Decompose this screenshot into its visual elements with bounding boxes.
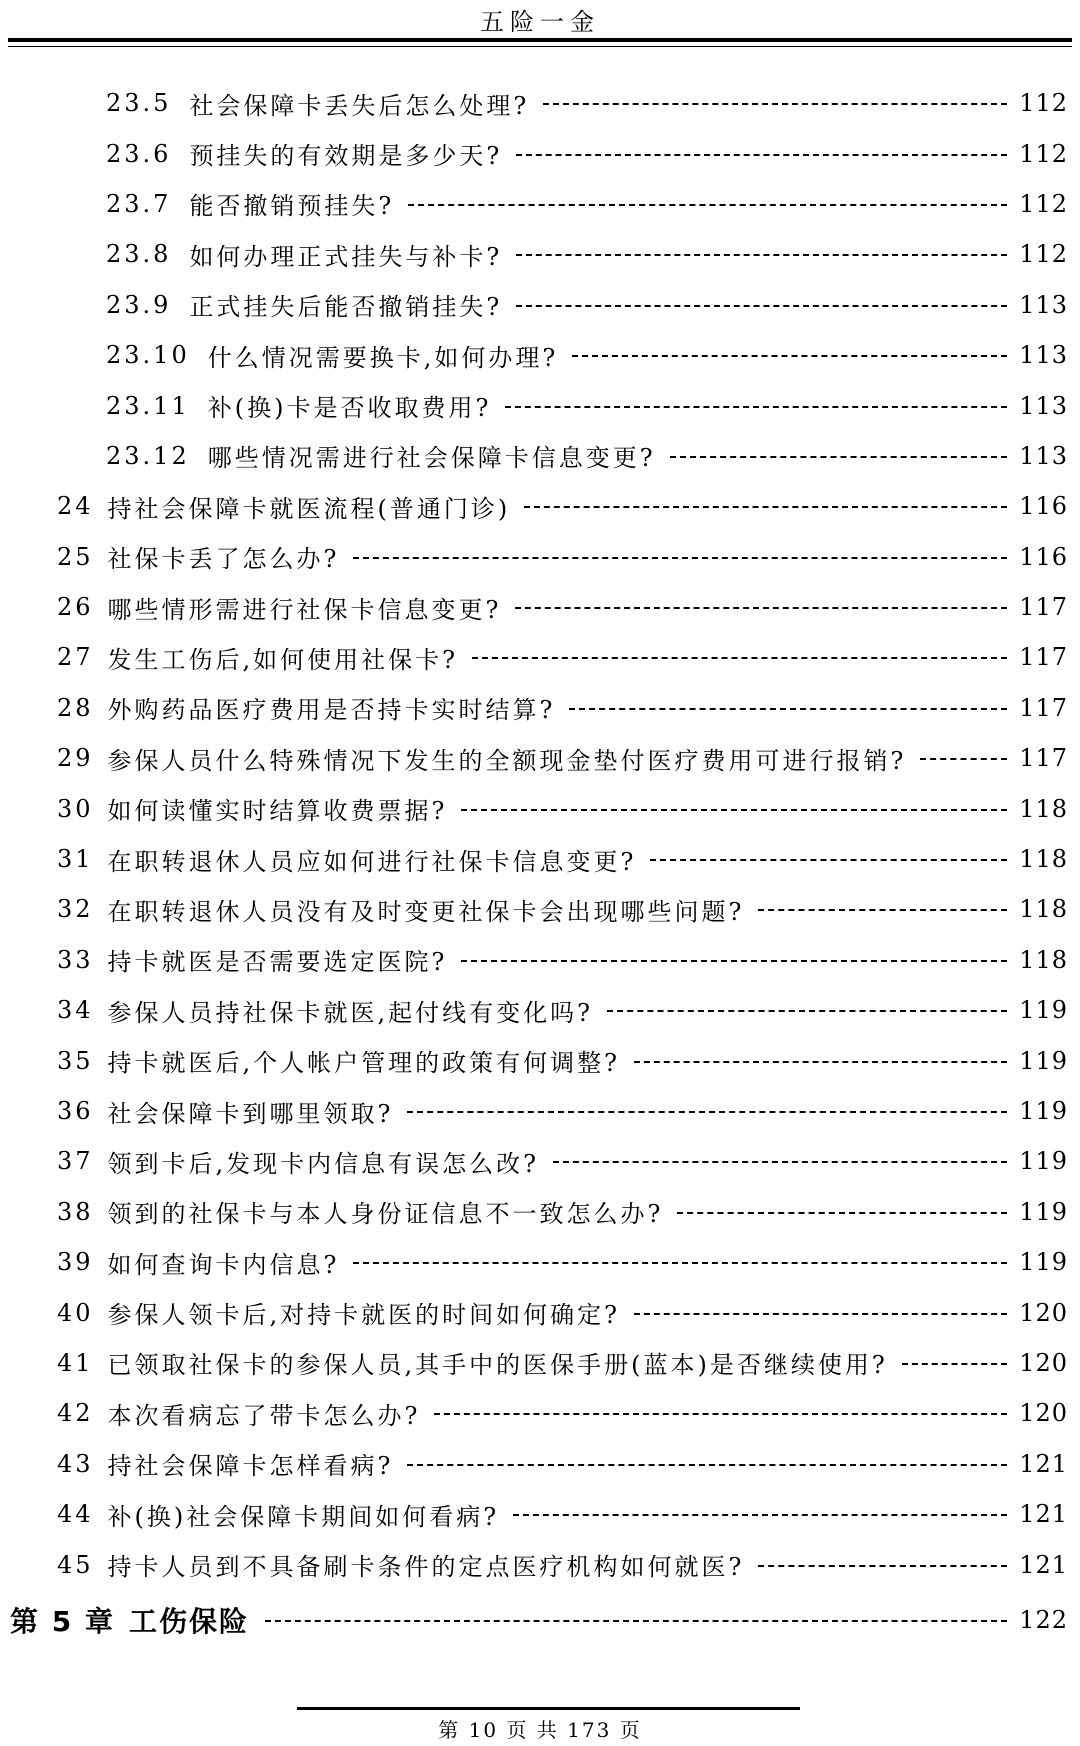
toc-entry-title: 哪些情况需进行社会保障卡信息变更? — [207, 444, 656, 473]
toc-entry[interactable] — [0, 481, 1080, 531]
toc-leader-dashes — [516, 154, 1007, 156]
toc-entry-page: 119 — [1019, 1248, 1068, 1277]
toc-entry-page: 112 — [1019, 139, 1068, 168]
toc-entry-page: 117 — [1019, 693, 1068, 722]
toc-entry[interactable] — [0, 1035, 1080, 1085]
toc-leader-dashes — [634, 1313, 1007, 1315]
toc-entry-title: 能否撤销预挂失? — [189, 192, 395, 221]
toc-entry-number: 23.5 — [106, 89, 172, 118]
toc-chapter-entry[interactable] — [0, 1590, 1080, 1650]
toc-entry-page: 117 — [1019, 643, 1068, 672]
toc-entry-page: 120 — [1019, 1348, 1068, 1377]
toc-entry-title: 参保人员什么特殊情况下发生的全额现金垫付医疗费用可进行报销? — [107, 746, 907, 775]
toc-entry-title: 在职转退休人员没有及时变更社保卡会出现哪些问题? — [107, 897, 745, 926]
toc-entry-title: 社会保障卡丢失后怎么处理? — [189, 91, 530, 120]
toc-entry[interactable] — [0, 229, 1080, 279]
toc-entry-page: 117 — [1019, 593, 1068, 622]
header-rule — [8, 38, 1072, 42]
header-rule-thin — [8, 46, 1072, 47]
toc-entry-number: 28 — [57, 693, 94, 722]
toc-entry-title: 工伤保险 — [128, 1604, 249, 1638]
toc-entry[interactable] — [0, 431, 1080, 481]
toc-leader-dashes — [758, 1565, 1007, 1567]
toc-leader-dashes — [353, 1262, 1007, 1264]
toc-entry-number: 37 — [57, 1147, 94, 1176]
toc-entry-page: 113 — [1019, 441, 1068, 470]
toc-leader-dashes — [516, 254, 1007, 256]
toc-leader-dashes — [650, 859, 1007, 861]
toc-entry-number: 38 — [57, 1197, 94, 1226]
toc-entry-title: 参保人员持社保卡就医,起付线有变化吗? — [107, 998, 594, 1027]
toc-entry-number: 23.11 — [106, 391, 190, 420]
toc-entry[interactable] — [0, 280, 1080, 330]
toc-entry-number: 27 — [57, 643, 94, 672]
toc-leader-dashes — [572, 355, 1007, 357]
toc-entry[interactable] — [0, 985, 1080, 1035]
toc-entry[interactable] — [0, 1439, 1080, 1489]
toc-entry-number: 35 — [57, 1046, 94, 1075]
toc-entry-page: 119 — [1019, 1097, 1068, 1125]
toc-entry-page: 122 — [1019, 1605, 1068, 1634]
toc-entry-page: 117 — [1019, 744, 1068, 773]
toc-entry-number: 25 — [57, 542, 94, 571]
toc-entry[interactable] — [0, 683, 1080, 733]
toc-entry-number: 30 — [57, 794, 94, 823]
toc-entry-page: 118 — [1019, 794, 1068, 823]
toc-entry-number: 31 — [57, 845, 94, 874]
toc-entry-number: 23.9 — [106, 290, 172, 319]
toc-entry-title: 补(换)卡是否收取费用? — [207, 394, 492, 423]
toc-leader-dashes — [920, 758, 1007, 760]
toc-leader-dashes — [516, 305, 1007, 307]
toc-entry-number: 23.8 — [106, 240, 172, 269]
toc-entry[interactable] — [0, 1086, 1080, 1136]
toc-leader-dashes — [461, 809, 1007, 811]
toc-entry-number: 36 — [57, 1097, 94, 1125]
toc-entry-number: 23.7 — [106, 189, 172, 218]
toc-entry-page: 112 — [1019, 89, 1068, 118]
toc-entry-title: 领到的社保卡与本人身份证信息不一致怎么办? — [107, 1200, 664, 1229]
toc-entry-page: 118 — [1019, 945, 1068, 974]
toc-leader-dashes — [634, 1061, 1007, 1063]
toc-entry-title: 哪些情形需进行社保卡信息变更? — [107, 595, 502, 624]
toc-entry-title: 社保卡丢了怎么办? — [107, 545, 340, 574]
toc-leader-dashes — [515, 607, 1007, 609]
toc-entry-number: 32 — [57, 895, 94, 924]
toc-entry-title: 持卡人员到不具备刷卡条件的定点医疗机构如何就医? — [107, 1553, 745, 1582]
toc-leader-dashes — [408, 204, 1007, 206]
toc-leader-dashes — [677, 1212, 1007, 1214]
footer-rule — [297, 1707, 800, 1710]
toc-leader-dashes — [407, 1111, 1007, 1113]
toc-entry-number: 第 5 章 — [10, 1604, 115, 1638]
toc-entry-page: 112 — [1019, 240, 1068, 269]
toc-leader-dashes — [902, 1363, 1007, 1365]
page-header — [0, 0, 1080, 56]
toc-entry-number: 23.10 — [106, 341, 190, 370]
toc-entry-page: 120 — [1019, 1399, 1068, 1428]
page-number-footer: 第 10 页 共 173 页 — [438, 1718, 642, 1742]
toc-entry-number: 26 — [57, 593, 94, 622]
toc-entry[interactable] — [0, 1187, 1080, 1237]
toc-entry[interactable] — [0, 834, 1080, 884]
table-of-contents — [0, 78, 1080, 1650]
toc-leader-dashes — [461, 960, 1007, 962]
toc-entry-number: 44 — [57, 1500, 94, 1529]
toc-leader-dashes — [607, 1010, 1007, 1012]
toc-entry-title: 什么情况需要换卡,如何办理? — [207, 343, 559, 372]
toc-entry[interactable] — [0, 632, 1080, 682]
toc-entry-title: 持社会保障卡就医流程(普通门诊) — [107, 494, 511, 523]
toc-entry[interactable] — [0, 582, 1080, 632]
toc-entry[interactable] — [0, 1136, 1080, 1186]
toc-leader-dashes — [407, 1464, 1007, 1466]
toc-entry-number: 23.6 — [106, 139, 172, 168]
toc-entry-title: 本次看病忘了带卡怎么办? — [107, 1401, 421, 1430]
toc-entry-page: 120 — [1019, 1298, 1068, 1327]
toc-entry-title: 已领取社保卡的参保人员,其手中的医保手册(蓝本)是否继续使用? — [107, 1351, 888, 1380]
toc-entry-number: 43 — [57, 1449, 94, 1478]
toc-leader-dashes — [505, 406, 1007, 408]
toc-entry[interactable] — [0, 1237, 1080, 1287]
toc-entry-title: 正式挂失后能否撤销挂失? — [189, 293, 503, 322]
toc-entry-number: 42 — [57, 1399, 94, 1428]
toc-leader-dashes — [524, 506, 1007, 508]
toc-entry-page: 121 — [1019, 1550, 1068, 1579]
toc-entry[interactable] — [0, 1287, 1080, 1337]
toc-entry-page: 113 — [1019, 290, 1068, 319]
toc-entry-title: 参保人领卡后,对持卡就医的时间如何确定? — [107, 1301, 621, 1330]
toc-entry-page: 118 — [1019, 845, 1068, 874]
toc-leader-dashes — [543, 103, 1007, 105]
toc-entry-page: 113 — [1019, 341, 1068, 370]
toc-leader-dashes — [553, 1161, 1007, 1163]
toc-entry[interactable] — [0, 179, 1080, 229]
toc-leader-dashes — [758, 909, 1007, 911]
toc-leader-dashes — [353, 557, 1007, 559]
toc-entry-number: 23.12 — [106, 441, 190, 470]
toc-entry-page: 119 — [1019, 996, 1068, 1025]
toc-entry-page: 118 — [1019, 895, 1068, 924]
toc-entry[interactable] — [0, 884, 1080, 934]
toc-entry-title: 领到卡后,发现卡内信息有误怎么改? — [107, 1149, 540, 1178]
toc-entry-title: 如何读懂实时结算收费票据? — [107, 797, 448, 826]
toc-entry-title: 预挂失的有效期是多少天? — [189, 142, 503, 171]
toc-entry-page: 121 — [1019, 1500, 1068, 1529]
toc-leader-dashes — [472, 657, 1007, 659]
toc-entry-title: 如何查询卡内信息? — [107, 1250, 340, 1279]
header-title: 五险一金 — [480, 8, 600, 36]
toc-entry-page: 112 — [1019, 189, 1068, 218]
toc-entry-title: 外购药品医疗费用是否持卡实时结算? — [107, 696, 556, 725]
toc-entry[interactable] — [0, 128, 1080, 178]
toc-entry[interactable] — [0, 783, 1080, 833]
toc-entry-title: 社会保障卡到哪里领取? — [107, 1099, 394, 1128]
toc-entry-title: 持卡就医后,个人帐户管理的政策有何调整? — [107, 1049, 621, 1078]
toc-entry-number: 39 — [57, 1248, 94, 1277]
toc-entry-title: 发生工伤后,如何使用社保卡? — [107, 645, 459, 674]
toc-entry[interactable] — [0, 1489, 1080, 1539]
toc-entry[interactable] — [0, 330, 1080, 380]
toc-leader-dashes — [434, 1413, 1007, 1415]
toc-entry[interactable] — [0, 935, 1080, 985]
toc-entry-number: 29 — [57, 744, 94, 773]
toc-entry-number: 34 — [57, 996, 94, 1025]
toc-entry-page: 119 — [1019, 1147, 1068, 1176]
toc-entry-number: 45 — [57, 1550, 94, 1579]
toc-entry[interactable] — [0, 1388, 1080, 1438]
toc-entry-title: 持社会保障卡怎样看病? — [107, 1452, 394, 1481]
toc-entry-title: 持卡就医是否需要选定医院? — [107, 948, 448, 977]
toc-entry-number: 24 — [57, 492, 94, 521]
toc-entry-title: 补(换)社会保障卡期间如何看病? — [107, 1502, 500, 1531]
toc-entry[interactable] — [0, 532, 1080, 582]
toc-leader-dashes — [670, 456, 1008, 458]
toc-entry-page: 119 — [1019, 1046, 1068, 1075]
toc-entry-page: 119 — [1019, 1197, 1068, 1226]
toc-entry[interactable] — [0, 1338, 1080, 1388]
toc-entry-title: 如何办理正式挂失与补卡? — [189, 242, 503, 271]
toc-entry[interactable] — [0, 1539, 1080, 1589]
toc-entry[interactable] — [0, 380, 1080, 430]
toc-leader-dashes — [569, 708, 1007, 710]
toc-entry-page: 116 — [1019, 542, 1068, 571]
toc-leader-dashes — [265, 1620, 1007, 1622]
toc-entry-number: 40 — [57, 1298, 94, 1327]
toc-entry[interactable] — [0, 78, 1080, 128]
toc-entry-number: 41 — [57, 1348, 94, 1377]
toc-entry-title: 在职转退休人员应如何进行社保卡信息变更? — [107, 847, 637, 876]
toc-entry[interactable] — [0, 733, 1080, 783]
toc-entry-page: 116 — [1019, 492, 1068, 521]
toc-leader-dashes — [513, 1514, 1007, 1516]
toc-entry-page: 113 — [1019, 391, 1068, 420]
toc-entry-number: 33 — [57, 945, 94, 974]
toc-entry-page: 121 — [1019, 1449, 1068, 1478]
